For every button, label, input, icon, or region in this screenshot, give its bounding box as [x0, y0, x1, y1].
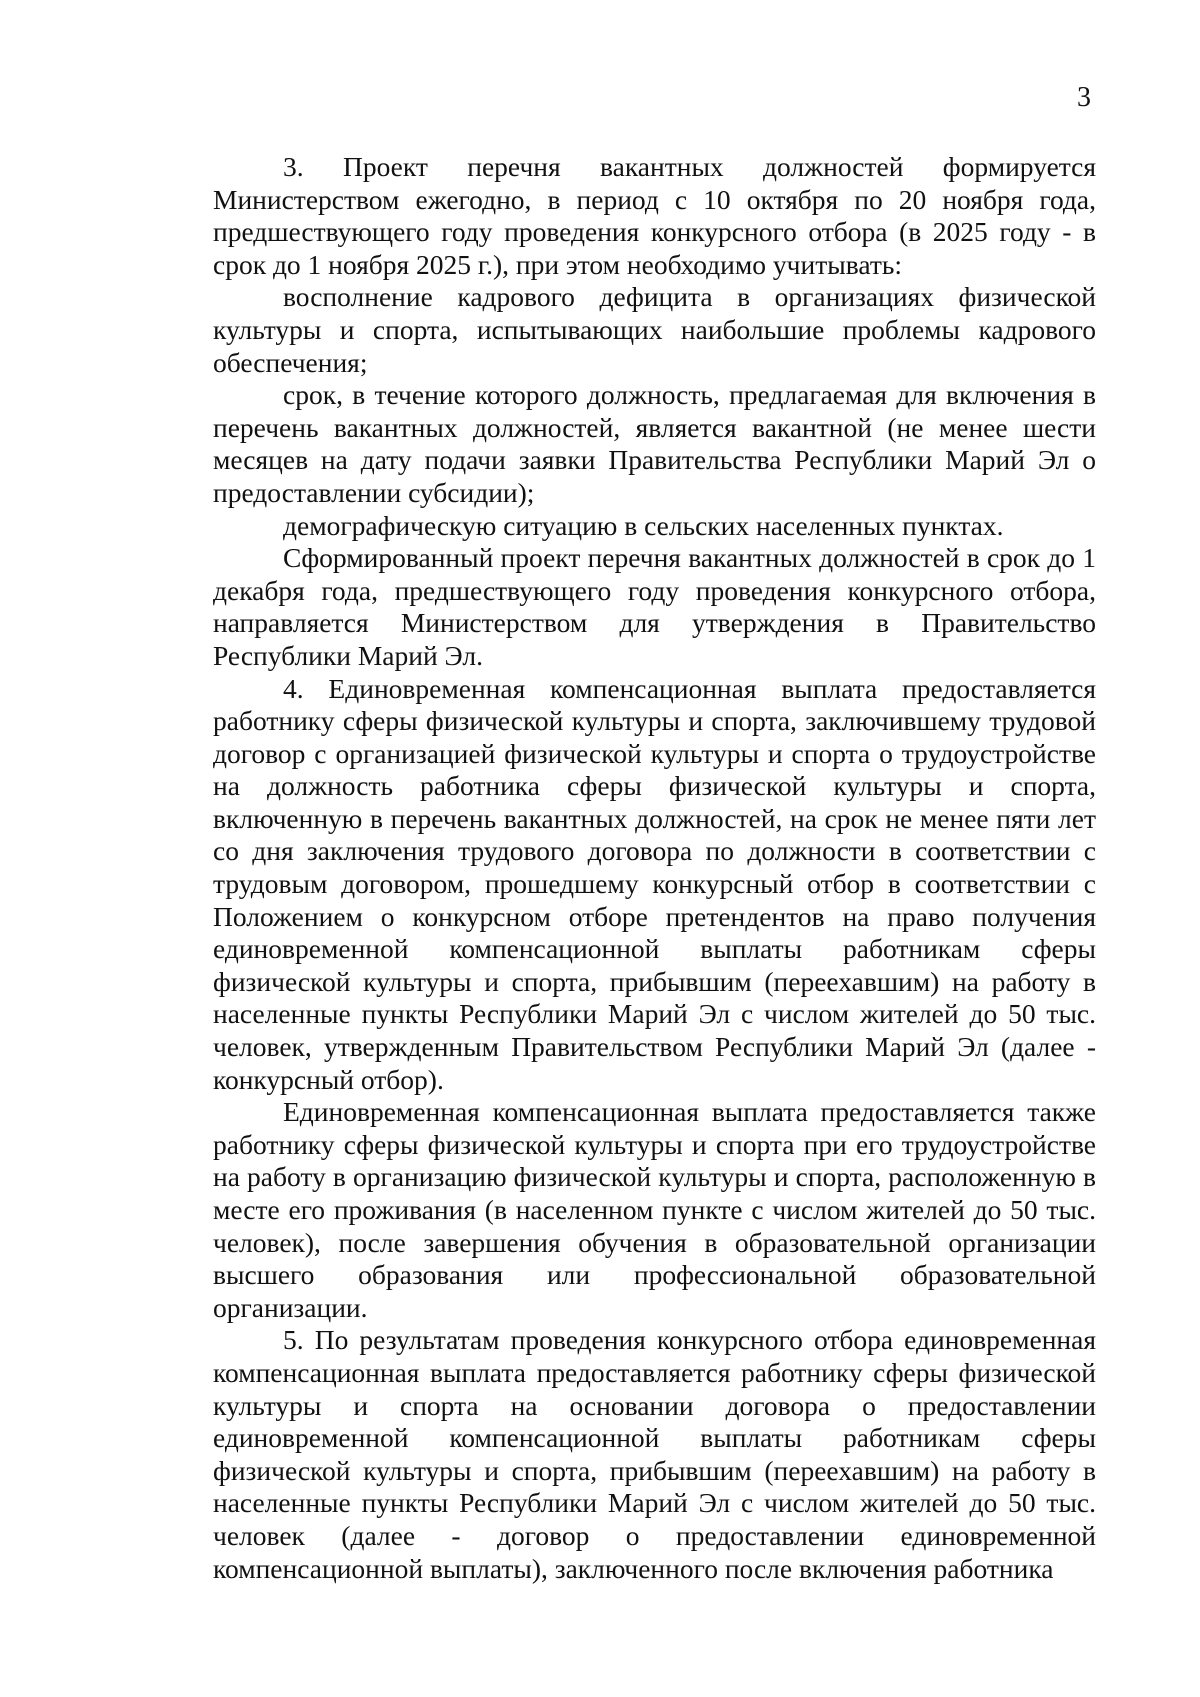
paragraph-5-results: 5. По результатам проведения конкурсного отбора единовременная компенсационная выплата предоставляется работнику сферы физической культуры и спорта на основании договора о предоставлении единовременной компенсационной выплаты работникам сферы физической культуры и спорта, прибывшим (переехавшим) на работу в населенные пункты Республики Марий Эл с числом жителей до 50 тыс. человек (далее - договор о предоставлении единовременной компенсационной выплаты), заключенного после включения работника: [213, 1324, 1096, 1584]
paragraph-4-payment: 4. Единовременная компенсационная выплата предоставляется работнику сферы физической культуры и спорта, заключившему трудовой договор с организацией физической культуры и спорта о трудоустройстве на должность работника сферы физической культуры и спорта, включенную в перечень вакантных должностей, на срок не менее пяти лет со дня заключения трудового договора по должности в соответствии с трудовым договором, прошедшему конкурсный отбор в соответствии с Положением о конкурсном отборе претендентов на право получения единовременной компенсационной выплаты работникам сферы физической культуры и спорта, прибывшим (переехавшим) на работу в населенные пункты Республики Марий Эл с числом жителей до 50 тыс. человек, утвержденным Правительством Республики Марий Эл (далее - конкурсный отбор).: [213, 672, 1096, 1095]
document-body: [213, 151, 1096, 1585]
paragraph-payment-residence: Единовременная компенсационная выплата предоставляется также работнику сферы физической культуры и спорта при его трудоустройстве на работу в организацию физической культуры и спорта, расположенную в месте его проживания (в населенном пункте с числом жителей до 50 тыс. человек), после завершения обучения в образовательной организации высшего образования или профессиональной образовательной организации.: [213, 1096, 1096, 1323]
paragraph-3-intro: 3. Проект перечня вакантных должностей формируется Министерством ежегодно, в период с 10 октября по 20 ноября года, предшествующего году проведения конкурсного отбора (в 2025 году - в срок до 1 ноября 2025 г.), при этом необходимо учитывать:: [213, 151, 1096, 280]
page-number: 3: [1077, 82, 1091, 113]
paragraph-staff-deficit: восполнение кадрового дефицита в организациях физической культуры и спорта, испытывающих наибольшие проблемы кадрового обеспечения;: [213, 281, 1096, 378]
paragraph-demographics: демографическую ситуацию в сельских населенных пунктах.: [283, 509, 1004, 541]
paragraph-draft-submission: Сформированный проект перечня вакантных должностей в срок до 1 декабря года, предшествующего году проведения конкурсного отбора, направляется Министерством для утверждения в Правительство Республики Марий Эл.: [213, 542, 1096, 671]
paragraph-vacancy-term: срок, в течение которого должность, предлагаемая для включения в перечень вакантных должностей, является вакантной (не менее шести месяцев на дату подачи заявки Правительства Республики Марий Эл о предоставлении субсидии);: [213, 379, 1096, 508]
